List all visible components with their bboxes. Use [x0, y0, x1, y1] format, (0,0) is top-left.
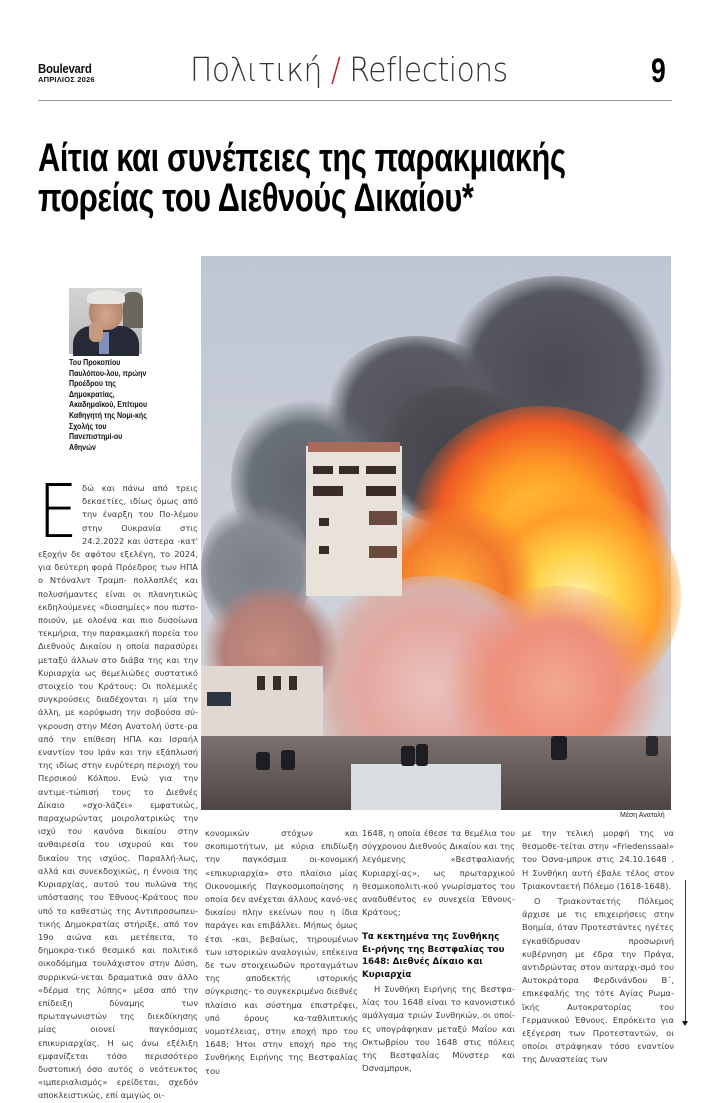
page-number: 9	[651, 52, 666, 90]
hero-photo	[201, 256, 671, 810]
section-title-greek: Πολιτική	[190, 50, 322, 89]
author-byline: Του Προκοπίου Παυλόπου-λου, πρώην Προέδρου της Δημοκρατίας, Ακαδημαϊκού, Επίτιμου Καθηγητή της Νομι-κής Σχολής του Πανεπιστημί-ου Αθηνών	[69, 357, 148, 452]
publication-name: Boulevard	[38, 61, 92, 76]
paragraph: κονομικών στόχων και σκοπιμοτήτων, με κύρια επιδίωξη την παγκόσμια οι-κονομική «επικυριαρχία» στο πλαίσιο μίας Οικονομικής Παγκοσμιοποίησης η οποία δεν ανέχεται άλλους κανό-νες δικαίου πλην εκείνων που η ίδια παράγει και επιβάλλει. Μήπως όμως έτσι –και, βεβαίως, τηρουμένων των ιστορικών αναλογιών, επέκεινα δε των στοιχειωδών προταγμάτων της αποδεκτής ιστορικής σύγκρισης- το συγκεκριμένο διεθνές πλαίσιο και σύστημα επιστρέφει, υπό όρους κα-ταθλιπτικής νομοτέλειας, στην εποχή προ του 1648; Ήτοι στην εποχή προ της Συνθήκης Ειρήνης της Βεστφαλίας του	[205, 828, 358, 1076]
drop-cap: Ε	[38, 469, 78, 555]
article-column-2	[205, 827, 358, 1078]
masthead	[38, 62, 99, 85]
section-title-english: Reflections	[349, 50, 508, 89]
section-title	[190, 50, 508, 89]
section-separator: /	[330, 50, 341, 89]
photo-credit: Μέση Ανατολή	[620, 812, 665, 819]
paragraph: Ο Τριακονταετής Πόλεμος άρχισε με τις επιχειρήσεις στην Βοημία, όταν Προτεστάντες ηγέτες εγκαθίδρυσαν προσωρινή κυβέρνηση με έδρα την Πράγα, αντιδρώντας στον αυταρχι-σμό του Αυτοκράτορα Φερδινάνδου Β΄, επικεφαλής της τότε Αγίας Ρωμα-ϊκής Αυτοκρατορίας του Γερμανικού Έθνους. Επρόκειτο για εξέγερση των Προτεσταντών, οι οποίοι στράφηκαν τόσο εναντίον της Δυναστείας των	[522, 896, 674, 1065]
header-divider	[38, 100, 672, 101]
paragraph: με την τελική μορφή της να θεσμοθε-τείται στην «Friedenssaal» του Όσνα-μπρυκ στις 24.10.1648 . Η Συνθήκη αυτή έβαλε τέλος στον Τριακονταετή Πόλεμο (1618-1648).	[522, 828, 674, 891]
headline-line-2: πορείας του Διεθνούς Δικαίου*	[38, 176, 474, 220]
author-portrait	[69, 288, 142, 354]
section-subheading: Τα κεκτημένα της Συνθήκης Ει-ρήνης της Βεστφαλίας του 1648: Διεθνές Δίκαιο και Κυριαρχία	[362, 932, 505, 980]
article-headline	[38, 136, 566, 220]
paragraph: Η Συνθήκη Ειρήνης της Βεστφα-λίας του 1648 είναι το κανονιστικό αμάλγαμα τριών Συνθηκών, οι οποί-ες υπογράφηκαν μεταξύ Μαΐου και Οκτωβρίου του 1648 στις πόλεις της Βεστφαλίας Μύνστερ και Όσναμπρυκ,	[362, 984, 515, 1074]
headline-line-1: Αίτια και συνέπειες της παρακμιακής	[38, 136, 566, 180]
article-column-3	[362, 827, 515, 1075]
article-column-4	[522, 827, 674, 1067]
continue-arrow-icon	[685, 880, 686, 1022]
issue-date: ΑΠΡΙΛΙΟΣ 2026	[38, 75, 95, 84]
paragraph: δώ και πάνω από τρεις δεκαετίες, ιδίως όμως από την έναρξη του Πο-λέμου στην Ουκρανία στις 24.2.2022 και ύστερα -κατ' εξοχήν δε αφότου εξελέγη, το 2024, για δεύτερη φορά Πρόεδρος των ΗΠΑ ο Ντόναλντ Τραμπ- πολλαπλές και πολυσήμαντες είναι οι πλανητικώς εκδηλούμενες «διοσημίες» που πιστο-ποιούν, με ολοένα και πιο δυσοίωνα τεκμήρια, την παρακμιακή πορεία του Διεθνούς Δικαίου η οποία παρασύρει μεταξύ άλλων στο διάβα της και την Κυριαρχία ως θεμελιώδες συστατικό στοιχείο του Κράτους: Οι πολεμικές συγκρούσεις διαδέχονται η μία την άλλη, με κορύφωση την σοβούσα σύ-γκρουση στην Μέση Ανατολή ύστε-ρα από την επίθεση ΗΠΑ και Ισραήλ εναντίον του Ιράν και την εξάπλωσή της ιδίως στην ευρύτερη περιοχή του Περσικού Κόλπου. Ενώ για την αντιμε-τώπισή τους το Διεθνές Δίκαιο «σχο-λάζει» εμφατικώς, παραχωρώντας μοιρολατρικώς την ισχύ του κανόνα δικαίου στην αυθαιρεσία του ισχυρού και του δικαίου της ισχύος. Παραλλή-λως, αλλά και συνεκδοχικώς, η έννοια της Κυριαρχίας, αυτού του πυλώνα της υπόστασης του Έθνους-Κράτους που υπό το καθεστώς της Αντιπροσωπευ-τικής Δημοκρατίας στήριξε, από τον 19ο αιώνα και μετέπειτα, το δημοκρα-τικό θεσμικό και πολιτικό οικοδόμημα τουλάχιστον στην Δύση, συρρικνώ-νεται δραματικά σαν άλλο «δέρμα της λύπης» μέσα από την επίδειξη δύναμης των πρωταγωνιστών της διεκδίκησης μίας οιονεί παγκόσμιας επικυριαρχίας. Η ως άνω εξέλιξη εμφανίζεται τόσο περισσότερο δυστοπική όσο αυτός ο νεότευκτος «ιμπεριαλισμός» ερείδεται, σχεδόν αποκλειστικώς, επί αμιγώς οι-	[38, 483, 198, 1101]
article-column-1	[38, 469, 198, 1103]
paragraph: 1648, η οποία έθεσε τα θεμέλια του σύγχρονου Διεθνούς Δικαίου και της λεγόμενης «Βεστφαλιανής Κυριαρχί-ας», ως πρωταρχικού θεσμικοπολιτι-κού γνωρίσματος του αναδυθέντος εν συνεχεία Έθνους-Κράτους;	[362, 828, 515, 918]
